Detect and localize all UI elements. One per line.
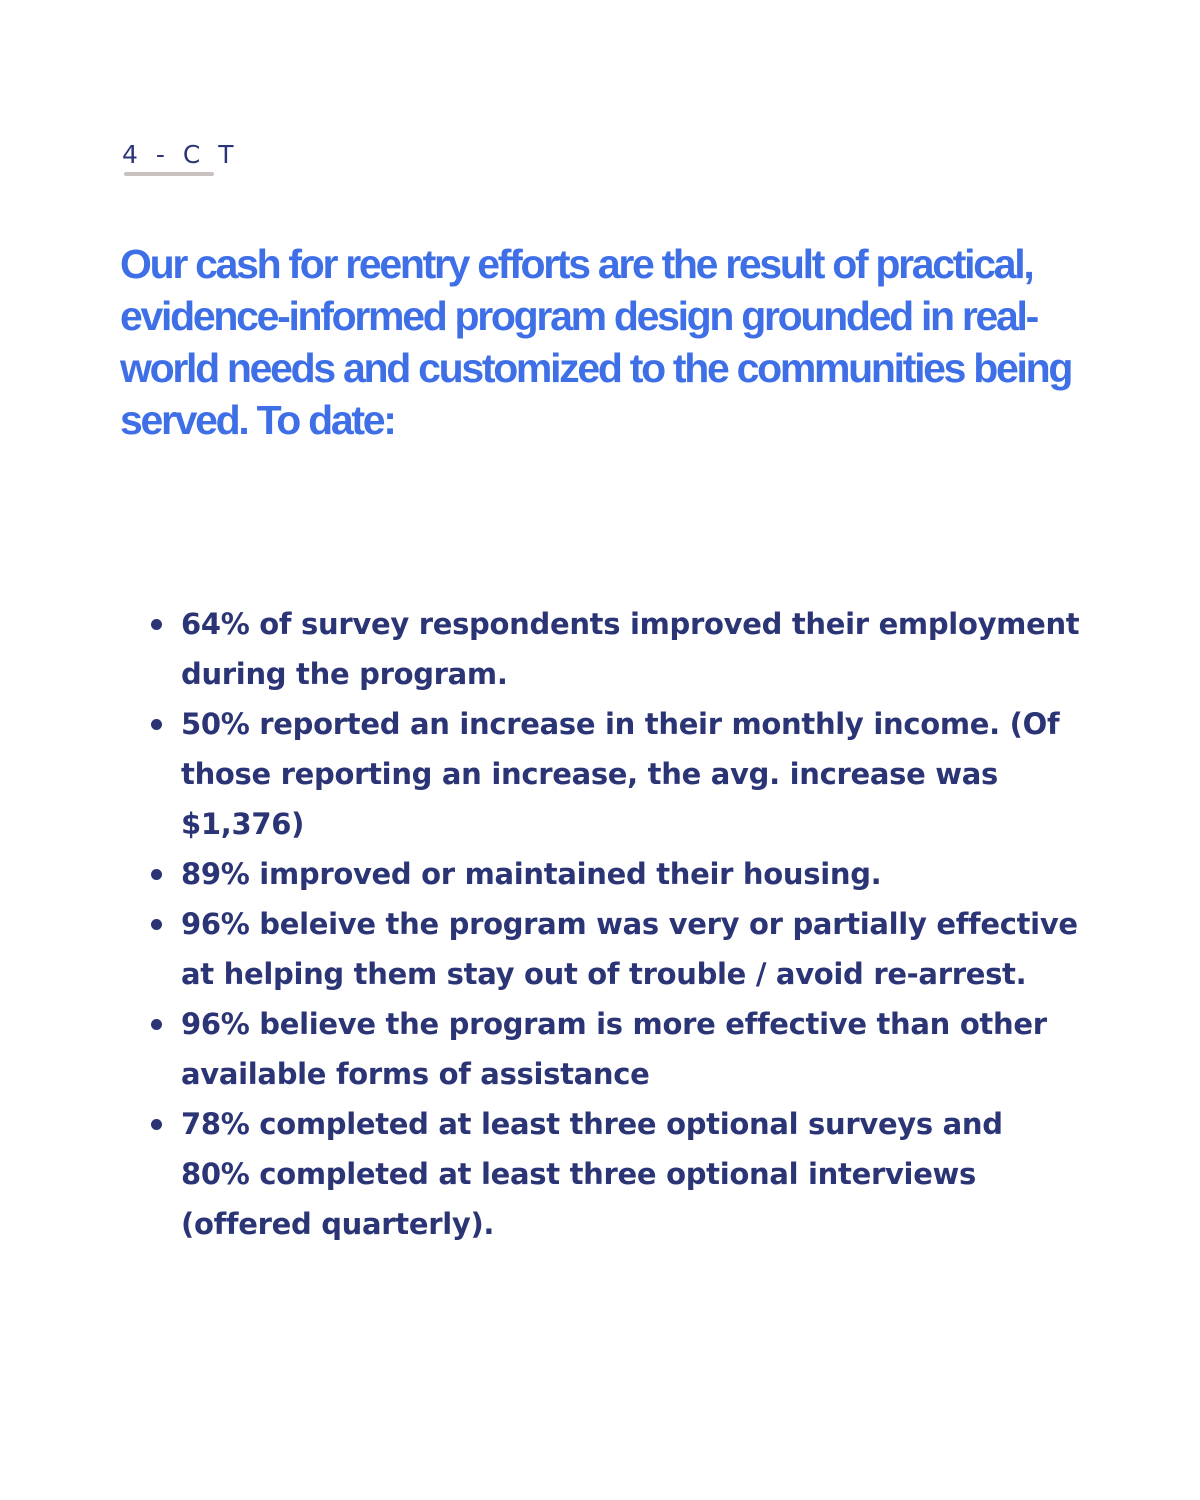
stat-item [181, 999, 1081, 1099]
stat-text: 78% completed at least three optional surveys and 80% completed at least three optional interviews (offered quarterly). [181, 1107, 1003, 1241]
stat-text: 64% of survey respondents improved their employment during the program. [181, 607, 1080, 691]
tag-underline [124, 172, 214, 176]
headline: Our cash for reentry efforts are the result of practical, evidence-informed program design grounded in real-world needs and customized to the communities being served. To date: [120, 241, 1072, 443]
stat-text: 96% believe the program is more effective than other available forms of assistance [181, 1007, 1047, 1091]
stat-item [181, 599, 1081, 699]
stat-text: 96% beleive the program was very or partially effective at helping them stay out of trouble / avoid re-arrest. [181, 907, 1078, 991]
stat-item [181, 1099, 1081, 1249]
stat-text: 89% improved or maintained their housing. [181, 857, 882, 891]
stat-item [181, 899, 1081, 999]
stats-list [181, 599, 1081, 1249]
page-tag: 4 - C T [122, 140, 239, 169]
bullet-icon [151, 619, 162, 630]
bullet-icon [151, 719, 162, 730]
bullet-icon [151, 869, 162, 880]
stat-text: 50% reported an increase in their monthly income. (Of those reporting an increase, the avg. increase was $1,376) [181, 707, 1060, 841]
bullet-icon [151, 1119, 162, 1130]
bullet-icon [151, 1019, 162, 1030]
stat-item [181, 849, 1081, 899]
stat-item [181, 699, 1081, 849]
bullet-icon [151, 919, 162, 930]
